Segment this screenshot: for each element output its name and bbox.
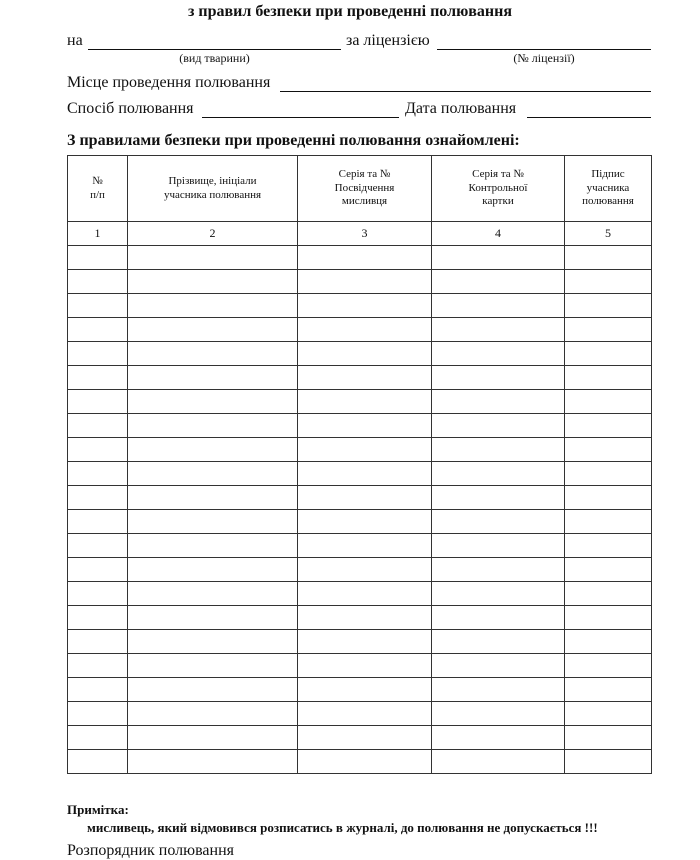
- table-cell[interactable]: [68, 414, 128, 438]
- header-line: Серія та №: [472, 167, 524, 180]
- table-cell[interactable]: [432, 702, 565, 726]
- table-cell[interactable]: [565, 318, 652, 342]
- header-line: Посвідчення: [334, 181, 395, 194]
- table-cell[interactable]: [298, 246, 432, 270]
- table-cell[interactable]: [68, 318, 128, 342]
- table-cell[interactable]: [432, 366, 565, 390]
- table-row: [68, 750, 652, 774]
- table-cell[interactable]: [128, 342, 298, 366]
- table-row: [68, 438, 652, 462]
- table-cell[interactable]: [565, 702, 652, 726]
- header-line: №: [92, 174, 103, 187]
- table-row: [68, 462, 652, 486]
- column-number: 2: [128, 222, 298, 246]
- table-cell[interactable]: [68, 534, 128, 558]
- header-line: Контрольної: [468, 181, 528, 194]
- table-cell[interactable]: [128, 534, 298, 558]
- table-cell[interactable]: [432, 606, 565, 630]
- table-cell[interactable]: [128, 510, 298, 534]
- table-cell[interactable]: [565, 606, 652, 630]
- header-line: картки: [482, 195, 514, 208]
- table-cell[interactable]: [432, 246, 565, 270]
- table-cell[interactable]: [128, 318, 298, 342]
- table-row: [68, 414, 652, 438]
- table-cell[interactable]: [68, 510, 128, 534]
- note-text: мисливець, який відмовився розписатись в журналі, до полювання не допускається !!!: [87, 820, 598, 835]
- table-cell[interactable]: [565, 726, 652, 750]
- table-cell[interactable]: [565, 510, 652, 534]
- table-row: [68, 534, 652, 558]
- column-header-hunter-license: [298, 156, 432, 222]
- table-cell[interactable]: [68, 294, 128, 318]
- table-cell[interactable]: [68, 486, 128, 510]
- header-line: Прізвище, ініціали: [168, 174, 257, 187]
- table-cell[interactable]: [432, 534, 565, 558]
- table-cell[interactable]: [565, 390, 652, 414]
- table-cell[interactable]: [432, 750, 565, 774]
- table-cell[interactable]: [128, 702, 298, 726]
- table-row: [68, 246, 652, 270]
- header-line: учасника полювання: [163, 188, 262, 201]
- table-cell[interactable]: [565, 582, 652, 606]
- table-cell[interactable]: [128, 726, 298, 750]
- table-row: [68, 726, 652, 750]
- table-cell[interactable]: [128, 246, 298, 270]
- table-cell[interactable]: [68, 630, 128, 654]
- table-cell[interactable]: [128, 438, 298, 462]
- table-cell[interactable]: [565, 294, 652, 318]
- table-cell[interactable]: [298, 702, 432, 726]
- table-cell[interactable]: [68, 750, 128, 774]
- table-cell[interactable]: [128, 270, 298, 294]
- table-cell[interactable]: [128, 294, 298, 318]
- table-cell[interactable]: [432, 510, 565, 534]
- table-cell[interactable]: [298, 582, 432, 606]
- table-cell[interactable]: [432, 462, 565, 486]
- table-cell[interactable]: [432, 582, 565, 606]
- table-cell[interactable]: [565, 270, 652, 294]
- table-cell[interactable]: [432, 558, 565, 582]
- table-cell[interactable]: [565, 366, 652, 390]
- animal-caption: (вид тварини): [179, 51, 250, 65]
- table-cell[interactable]: [432, 486, 565, 510]
- license-caption: (№ ліцензії): [513, 51, 575, 65]
- table-row: [68, 702, 652, 726]
- place-line[interactable]: [280, 91, 651, 92]
- table-cell[interactable]: [128, 654, 298, 678]
- table-row: [68, 318, 652, 342]
- table-cell[interactable]: [432, 294, 565, 318]
- na-label: на: [67, 32, 83, 49]
- table-cell[interactable]: [565, 534, 652, 558]
- table-cell[interactable]: [298, 654, 432, 678]
- table-cell[interactable]: [298, 510, 432, 534]
- table-row: [68, 390, 652, 414]
- table-cell[interactable]: [298, 606, 432, 630]
- table-cell[interactable]: [68, 342, 128, 366]
- column-number: 1: [68, 222, 128, 246]
- column-header-name: [128, 156, 298, 222]
- column-header-signature: [565, 156, 652, 222]
- table-cell[interactable]: [298, 366, 432, 390]
- column-header-number: [68, 156, 128, 222]
- table-cell[interactable]: [432, 270, 565, 294]
- table-cell[interactable]: [298, 438, 432, 462]
- table-cell[interactable]: [68, 654, 128, 678]
- header-line: Серія та №: [338, 167, 391, 180]
- table-cell[interactable]: [68, 270, 128, 294]
- animal-line[interactable]: [88, 49, 341, 50]
- table-cell[interactable]: [68, 702, 128, 726]
- license-line[interactable]: [437, 49, 651, 50]
- table-cell[interactable]: [128, 606, 298, 630]
- table-cell[interactable]: [298, 270, 432, 294]
- table-cell[interactable]: [298, 558, 432, 582]
- column-header-control-card: [432, 156, 565, 222]
- column-number-row: [68, 222, 652, 246]
- section-heading: З правилами безпеки при проведенні полювання ознайомлені:: [67, 132, 520, 149]
- date-line[interactable]: [527, 117, 651, 118]
- table-cell[interactable]: [565, 414, 652, 438]
- table-cell[interactable]: [565, 750, 652, 774]
- table-cell[interactable]: [298, 342, 432, 366]
- table-cell[interactable]: [128, 390, 298, 414]
- method-label: Спосіб полювання: [67, 100, 194, 117]
- table-row: [68, 294, 652, 318]
- date-label: Дата полювання: [405, 100, 517, 117]
- table-cell[interactable]: [298, 726, 432, 750]
- table-row: [68, 582, 652, 606]
- participants-table: [67, 155, 652, 774]
- header-line: п/п: [90, 188, 105, 201]
- column-number: 3: [298, 222, 432, 246]
- column-number: 5: [565, 222, 652, 246]
- method-line[interactable]: [202, 117, 399, 118]
- license-label: за ліцензією: [346, 32, 430, 49]
- table-cell[interactable]: [565, 342, 652, 366]
- table-cell[interactable]: [298, 294, 432, 318]
- table-cell[interactable]: [565, 486, 652, 510]
- place-label: Місце проведення полювання: [67, 74, 271, 91]
- table-cell[interactable]: [565, 558, 652, 582]
- table-cell[interactable]: [128, 462, 298, 486]
- table-cell[interactable]: [298, 750, 432, 774]
- table-cell[interactable]: [68, 606, 128, 630]
- table-cell[interactable]: [68, 438, 128, 462]
- table-cell[interactable]: [128, 582, 298, 606]
- table-cell[interactable]: [68, 582, 128, 606]
- document-title: з правил безпеки при проведенні полювання: [187, 3, 513, 20]
- table-cell[interactable]: [298, 414, 432, 438]
- table-cell[interactable]: [68, 726, 128, 750]
- table-cell[interactable]: [432, 726, 565, 750]
- table-cell[interactable]: [298, 486, 432, 510]
- table-cell[interactable]: [565, 438, 652, 462]
- table-cell[interactable]: [298, 534, 432, 558]
- table-cell[interactable]: [432, 390, 565, 414]
- table-row: [68, 270, 652, 294]
- header-line: полювання: [582, 195, 634, 208]
- header-line: учасника: [586, 181, 630, 194]
- header-line: мисливця: [341, 195, 388, 208]
- table-cell[interactable]: [432, 414, 565, 438]
- table-cell[interactable]: [298, 390, 432, 414]
- table-row: [68, 606, 652, 630]
- table-cell[interactable]: [128, 750, 298, 774]
- table-cell[interactable]: [298, 462, 432, 486]
- table-row: [68, 558, 652, 582]
- table-cell[interactable]: [68, 462, 128, 486]
- note-title: Примітка:: [67, 802, 129, 817]
- table-header-row: [68, 156, 652, 222]
- table-cell[interactable]: [128, 366, 298, 390]
- table-cell[interactable]: [68, 678, 128, 702]
- table-cell[interactable]: [68, 366, 128, 390]
- table-row: [68, 342, 652, 366]
- table-cell[interactable]: [298, 630, 432, 654]
- table-cell[interactable]: [565, 246, 652, 270]
- table-cell[interactable]: [565, 630, 652, 654]
- organizer-label: Розпорядник полювання: [67, 842, 234, 859]
- table-cell[interactable]: [565, 654, 652, 678]
- table-cell[interactable]: [432, 654, 565, 678]
- table-cell[interactable]: [565, 462, 652, 486]
- table-cell[interactable]: [128, 486, 298, 510]
- column-number: 4: [432, 222, 565, 246]
- table-cell[interactable]: [432, 438, 565, 462]
- table-row: [68, 366, 652, 390]
- table-cell[interactable]: [432, 630, 565, 654]
- table-cell[interactable]: [298, 678, 432, 702]
- table-row: [68, 510, 652, 534]
- table-cell[interactable]: [298, 318, 432, 342]
- table-cell[interactable]: [68, 390, 128, 414]
- table-cell[interactable]: [432, 678, 565, 702]
- table-cell[interactable]: [128, 558, 298, 582]
- table-row: [68, 630, 652, 654]
- table-cell[interactable]: [68, 246, 128, 270]
- table-cell[interactable]: [128, 414, 298, 438]
- table-cell[interactable]: [565, 678, 652, 702]
- table-row: [68, 486, 652, 510]
- table-cell[interactable]: [432, 342, 565, 366]
- table-cell[interactable]: [432, 318, 565, 342]
- table-cell[interactable]: [128, 678, 298, 702]
- table-cell[interactable]: [128, 630, 298, 654]
- header-line: Підпис: [591, 167, 625, 180]
- table-row: [68, 678, 652, 702]
- table-cell[interactable]: [68, 558, 128, 582]
- table-row: [68, 654, 652, 678]
